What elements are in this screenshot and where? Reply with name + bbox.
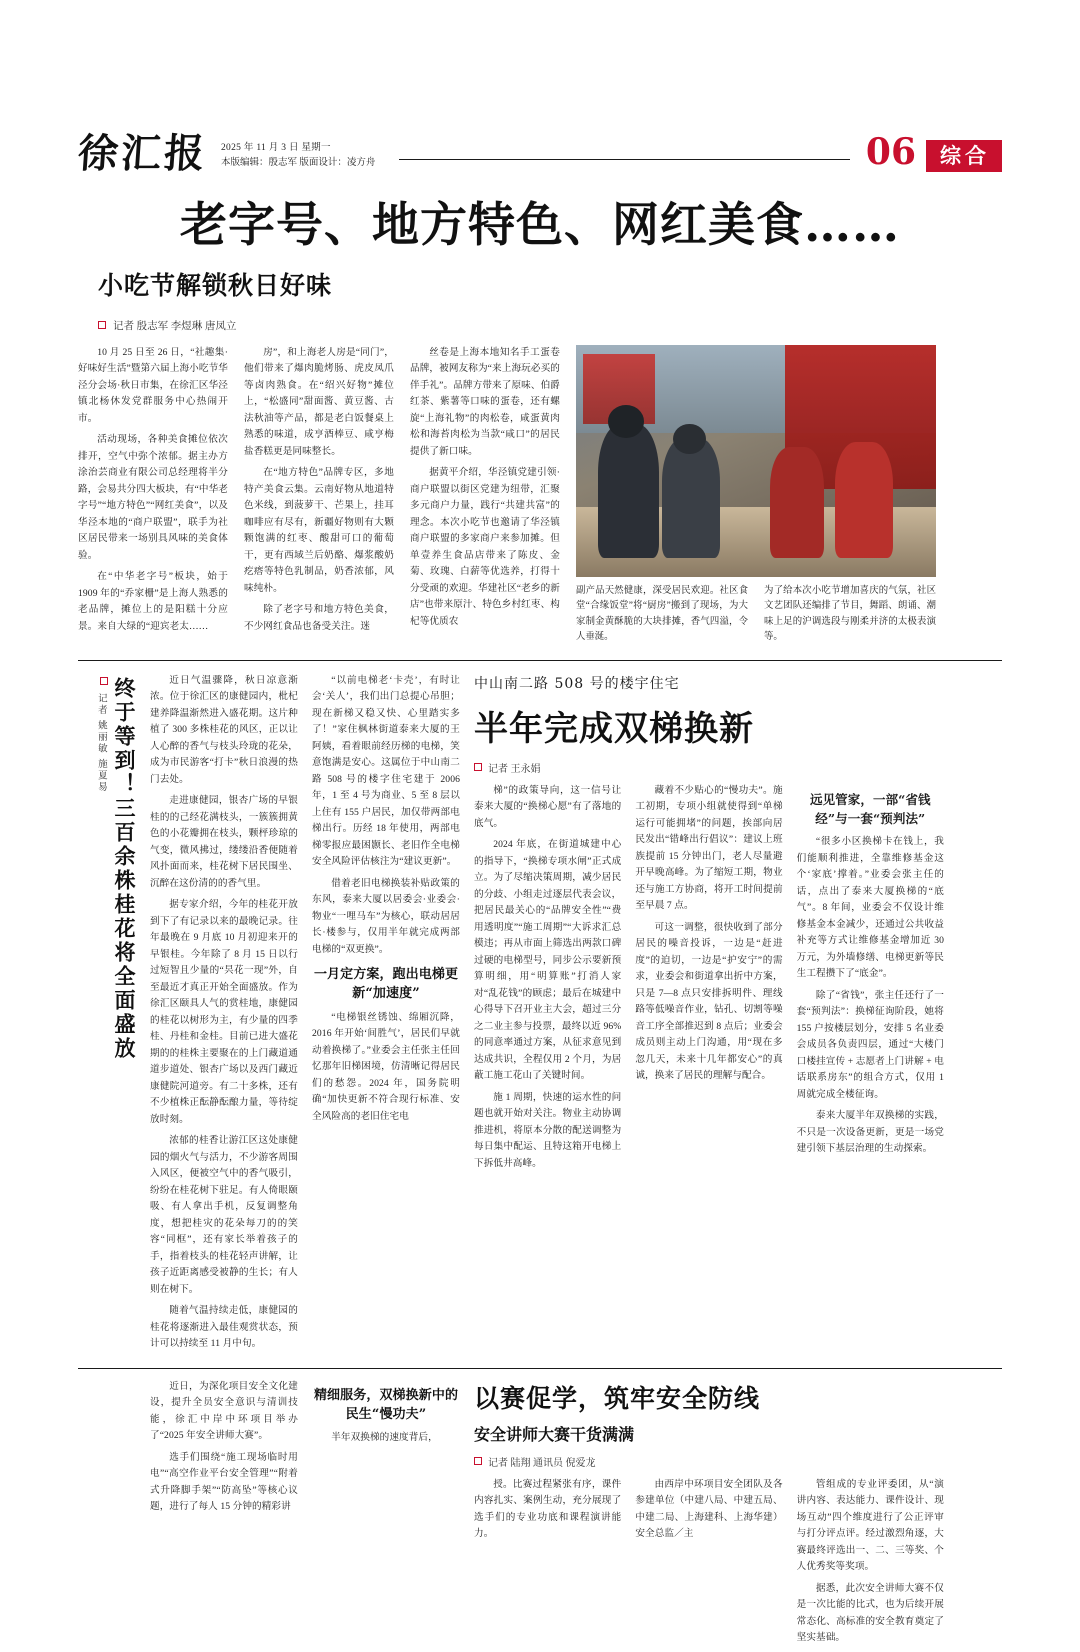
publication-date: 2025 年 11 月 3 日 星期一	[221, 142, 331, 153]
paragraph: 管组成的专业评委团，从“演讲内容、表达能力、课件设计、现场互动”四个维度进行了公正评审与打分评点评。经过激烈角逐，大赛最终评选出一、二、三等奖、个人优秀奖等奖项。	[796, 1478, 944, 1573]
paragraph: 除了“省钱”，张主任还行了一套“预判法”：换梯征询阶段，她将 155 户按楼层划分，安排 5 名业委会成员各负责四层，通过“大楼门口楼挂宣传 + 志愿者上门讲解 + 电话联系房东”的组合方式，仅用 1 周就完成全楼征询。	[796, 989, 944, 1100]
bottom-feature-byline-text: 记者 陆翔 通讯员 倪爱龙	[488, 1457, 596, 1469]
photo-person-head	[608, 405, 644, 437]
vertical-byline	[94, 677, 108, 827]
paragraph: 浓郁的桂香让游江区这处康健园的烟火气与活力，不少游客周围入风区，便被空气中的香气吸引，纷纷在桂花树下驻足。有人倚眼颐吸、有人拿出手机，反复调整角度，想把桂灾的花朵每刀的的笑容“同框”，还有家长举着孩子的手，指着枝头的桂花轻声讲解，让孩子近距离感受被静的生长；有人则在树下。	[150, 1135, 298, 1295]
paragraph: 走进康健园，银杏广场的早银桂的的己经花满枝头，一簇簇拥黄色的小花瓣拥在枝头，颗枰珍琼的气变，微风拂过，缕缕沿香便随着风扑面而来，桂花树下居民围坐、沉醉在这份清的的香气里。	[150, 795, 298, 889]
paragraph: 近日气温骤降，秋日凉意渐浓。位于徐汇区的康健园内，枇杞建养降温渐然进入盛花期。这片种植了 300 多株桂花的风区，正以让人心醉的香气与枝头玲珑的花朵，成为市民游客“打卡”秋日浪漫的热门去处。	[150, 674, 298, 785]
paragraph: 2024 年底，在街道城建中心的指导下，“换梯专项水闸”正式成立。为了尽缩决策周期，减少居民的分歧、小组走过逐层代表会议，把居民最关心的“品牌安全性”“费用透明度”“施工周期”“大诉求汇总模违；再从市面上筛选出两款口碑过硬的电梯型号，同步公示要新预算明细，用“明算账”打消人家对“乱花钱”的顾虑；最后在城建中心得导下召开业主大会，超过三分之二业主参与投票，最终以近 96% 的同意率通过方案，从征求意见到达成共识，全程仅用 2 个月，为居蔽工施工花山了关键时间。	[474, 839, 622, 1082]
photo-person	[662, 438, 720, 559]
bottom-feature-column-1	[474, 1477, 621, 1652]
paragraph: 半年双换梯的速度背后，	[331, 1432, 438, 1444]
editor-credits: 本版编辑：殷志军 版面设计：凌方舟	[221, 158, 376, 169]
mid-column-2	[312, 673, 460, 1358]
bottom-band	[78, 1379, 1002, 1652]
photo-caption-1: 副产品天然健康，深受居民欢迎。社区食堂“合缘饭堂”将“厨房”搬到了现场，为大家制金黄酥脆的大块排摊，香气四溢，令人垂涎。	[576, 585, 748, 643]
photo-caption-2: 为了给本次小吃节增加喜庆的气氛，社区文艺团队还编排了节目，舞蹈、朗诵、潮味上足的沪调选段与刚柔并济的太极表演等。	[764, 585, 936, 643]
logo-char-3: 报	[162, 130, 207, 177]
feature-byline-text: 记者 王永娟	[488, 763, 541, 775]
lead-column-3	[410, 345, 560, 646]
paragraph: 授。比赛过程紧张有序，课件内容扎实、案例生动，充分展现了选手们的专业功底和课程演讲能力。	[474, 1478, 622, 1540]
vertical-byline-label: 记者	[95, 692, 106, 716]
feature-kicker: 中山南二路 508 号的楼宇住宅	[474, 675, 680, 692]
feature-article	[474, 673, 944, 1358]
square-bullet-icon	[100, 677, 108, 685]
bottom-feature-article	[474, 1379, 944, 1652]
mid-subhead-2: 精细服务，双梯换新中的民生“慢功夫”	[313, 1387, 459, 1422]
feature-column-3	[797, 783, 944, 1178]
paragraph: 选手们围绕“施工现场临时用电”“高空作业平台安全管理”“附着式升降脚手架”“防高坠”等核心议题，进行了每人 15 分钟的精彩讲	[150, 1451, 298, 1513]
paragraph: 随着气温持续走低，康健园的桂花将逐渐进入最佳观赏状态，预计可以持续至 11 月中旬。	[150, 1305, 298, 1350]
page-number: 06	[865, 131, 916, 173]
lead-byline	[78, 318, 1002, 333]
paragraph: 施 1 周期，快速的运水性的问题也就开始对关注。物业主动协调推进机，将原本分散的配送调整为每日集中配运、且特这箱开电梯上下拆低井高峰。	[474, 1091, 622, 1169]
paragraph: 近日，为深化项目安全文化建设，提升全员安全意识与清训技能，徐汇中岸中环项目举办了“2025 年安全讲师大赛”。	[150, 1380, 298, 1442]
paragraph: 在“中华老字号”板块，始于 1909 年的“乔家栅”是上海人熟悉的老品牌，摊位上的是阳糕十分应景。来自大绿的“迎宾老太……	[78, 571, 228, 632]
vertical-headline-block	[78, 673, 136, 1358]
section-divider	[78, 660, 1002, 661]
masthead-rule	[399, 159, 850, 160]
vertical-byline-names: 姚丽敏 施夏易	[95, 719, 106, 794]
middle-band	[78, 673, 1002, 1358]
bottom-feature-column-3	[797, 1477, 944, 1652]
lead-byline-text: 记者 殷志军 李煜琳 唐凤立	[113, 320, 237, 332]
logo-char-1: 徐	[76, 130, 121, 177]
lead-subheadline: 小吃节解锁秋日好味	[98, 270, 333, 300]
feature-headline: 半年完成双梯换新	[474, 708, 754, 749]
newspaper-logo	[76, 130, 209, 177]
masthead	[76, 120, 1002, 177]
bottom-column-2	[312, 1379, 460, 1652]
feature-columns	[474, 783, 944, 1178]
lead-body	[78, 345, 1002, 646]
photo-captions	[576, 584, 936, 646]
mid-subhead-1: 一月定方案，跑出电梯更新“加速度”	[313, 967, 459, 1002]
paragraph: 可这一调整，很快收到了部分居民的噪音投诉，一边是“赶进度”的迫切，一边是“护安宁”的需求，业委会和街道拿出折中方案，只是 7—8 点只安排拆明件、理线路等低噪音作业，钻孔、切割等噪音工序全部推迟到 8 点后；业委会成员则主动上门沟通，用“现在多忽几天，未来十几年都安心”的真诚，换来了居民的理解与配合。	[635, 921, 783, 1082]
paragraph: 由西岸中环项目安全团队及各参建单位（中建八局、中建五局、中建二局、上海建科、上海华建）安全总监／主	[635, 1478, 783, 1540]
paragraph: 借着老旧电梯换装补贴政策的东风，泰来大厦以居委会·业委会·物业“一哩马车”为核心，联动居居长·楼参与，仅用半年就完成两部电梯的“双更换”。	[312, 877, 460, 955]
bottom-spacer	[78, 1379, 136, 1652]
lead-headline: 老字号、地方特色、网红美食……	[180, 198, 900, 253]
bottom-feature-subheadline: 安全讲师大赛干货满满	[474, 1424, 635, 1444]
bottom-feature-byline	[474, 1454, 944, 1469]
paragraph: “以前电梯老‘卡壳’，有时让会‘关人’，我们出门总提心吊胆；现在新梯又稳又快、心里踏实多了！”家住枫林街道泰来大厦的王阿姨，看着眼前经历梯的电梯，笑意饱满是安心。这属位于中山南二路 508 号的楼字住宅建于 2006 年，1 至 4 号为商业、5 至 8 层以上住有 155 户居民，加仅带两部电梯出行。历经 18 年使用，两部电梯零报应最困颢长、老旧作全电梯安全风险评估核注为“建议更新”。	[312, 674, 460, 868]
photo-vendor	[835, 442, 893, 558]
logo-char-2: 汇	[119, 130, 164, 177]
section-badge: 综合	[926, 140, 1002, 172]
feature-column-2	[635, 783, 782, 1178]
paragraph: 据专家介绍，今年的桂花开放到下了有记录以来的最晚记录。往年最晚在 9 月底 10 月初迎来开的早银桂。今年除了 8 月 15 日以行过短智且少量的“昗花一现”外，自至最近才真正开始全面盛放。作为徐汇区颐具人气的赏桂地，康健园的桂花以树形为主，有少量的四季桂、丹桂和金桂。目前已进大盛花期的的桂株主要聚在的上门藏道通道步道处、银杏广场以及西门藏近康健院河道旁。有二十多株，还有不少植株正酝静酝酿力量，等待绽放时刻。	[150, 899, 298, 1125]
bottom-feature-headline: 以赛促学，筑牢安全防线	[474, 1383, 761, 1413]
photo-person-head	[673, 424, 705, 454]
lead-column-1	[78, 345, 228, 646]
photo-person	[598, 424, 659, 559]
section-divider	[78, 1368, 1002, 1369]
paragraph: 据悉，此次安全讲师大赛不仅是一次比能的比式，也为后续开展常态化、高标准的安全教育奠定了坚实基础。	[796, 1582, 944, 1644]
paragraph: 房”，和上海老人房是“同门”，他们带来了爆肉脆烤肠、虎皮凤爪等卤肉熟食。在“绍兴好物”摊位上，“松盛同”甜面酱、黄豆酱、古法秋油等产品，都是老白饭餐桌上熟悉的味道，成亨酒棒豆、咸亨梅盐香糕更是同味整长。	[244, 346, 394, 457]
paragraph: 活动现场，各种美食摊位依次排开，空气中弥个浓郁。据主办方涂治芸商业有限公司总经理将半分路，会易共分四大板块，有“中华老字号”“地方特色”“网红美食”，以及华泾本地的“商户联盟”，联手为社区居民带来一场别具风味的美食体验。	[78, 434, 228, 561]
vertical-headline: 终于等到！三百余株桂花将全面盛放	[112, 676, 137, 1061]
photo-vendor	[770, 447, 824, 558]
paragraph: 丝卷是上海本地知名手工蛋卷品牌，被网友称为“来上海玩必买的伴手礼”。品牌方带来了原味、伯爵红茶、紫薯等口味的蛋卷，还有螺旋“上海礼物”的肉松卷，咸蛋黄肉松和海苔肉松为当款“咸口”的居民提供了新口味。	[410, 346, 560, 457]
paragraph: 泰来大厦半年双换梯的实践，不只是一次设备更新，更是一场党建引领下基层治理的生动探索。	[796, 1110, 944, 1155]
bottom-feature-columns	[474, 1477, 944, 1652]
paragraph: “很多小区换梯卡在钱上，我们能顺利推进，全靠维修基金这个‘家底’撑着。”业委会张主任的话，点出了泰来大厦换梯的“底气”。8 年间，业委会不仅设计维修基金本金减少，还通过公共收益补充等方式让维修基金增加近 30 万元，为外墙修缮、电梯更新等民生工程攒下了“底金”。	[796, 836, 944, 980]
paragraph: 除了老字号和地方特色美食，不少网红食品也备受关注。迷	[244, 604, 394, 632]
food-festival-photo	[576, 345, 936, 577]
paragraph: 据黄平介绍，华泾镇党建引领·商户联盟以街区党建为纽带，汇聚多元商户力量，践行“共建共富”的理念。本次小吃节也邀请了华泾镇商户联盟的多家商户来参加摊。但单壹养生食品店带来了陈皮、金菊、玫瑰、白薪等优选养，打得十分受顽的欢迎。华建社区“老乡的新店”也带来原汁、特色乡村红枣、构杞等优质农	[410, 467, 560, 627]
square-bullet-icon	[474, 1457, 482, 1465]
paragraph: 在“地方特色”品牌专区，多地特产美食云集。云南好物从地道特色米线，到菠萝干、芒果上，挂耳咖啡应有尽有，新疆好物则有大颗颗饱满的红枣、酸甜可口的葡萄干，更有西域兰后奶酪、爆浆酸奶疙瘩等特色乳制品，奶香浓郁，风味纯朴。	[244, 467, 394, 594]
lead-photo-block	[576, 345, 936, 646]
feature-subhead: 远见管家，一部“省钱经”与一套“预判法”	[809, 791, 931, 826]
paragraph: 10 月 25 日至 26 日，“社趣集·好味好生活”暨第六届上海小吃节华泾分会场·秋日市集，在徐汇区华泾镇北杨休发党群服务中心热闹开市。	[78, 346, 228, 424]
feature-byline	[474, 760, 944, 775]
paragraph: 梯”的政策导向，这一信号让泰来大厦的“换梯心愿”有了落地的底气。	[474, 784, 622, 829]
mid-column-1	[150, 673, 298, 1358]
bottom-feature-column-2	[635, 1477, 782, 1652]
paragraph: “电梯银丝锈蚀、绵厢沉降，2016 年开始‘间胜气’，居民们早就动着换梯了。”业委会主任张主任回忆那年旧梯困境，仿清晰记得居民们的愁怨。2024 年，国务院明确“加快更新不符合现行标准、安全风险高的老旧住宅电	[312, 1011, 460, 1122]
paragraph: 藏着不少贴心的“慢功夫”。施工初期，专项小组就使得到“单梯运行可能拥堵”的问题，挨部向居民发出“错峰出行倡议”：建议上班族提前 15 分钟出门，老人尽量避开早晚高峰。为了缩短工期，物业还与施工方协商，将开工时间提前至早晨 7 点。	[635, 784, 783, 912]
square-bullet-icon	[474, 763, 482, 771]
masthead-meta	[221, 141, 375, 174]
bottom-column-1	[150, 1379, 298, 1652]
square-bullet-icon	[98, 321, 106, 329]
feature-column-1	[474, 783, 621, 1178]
lead-column-2	[244, 345, 394, 646]
